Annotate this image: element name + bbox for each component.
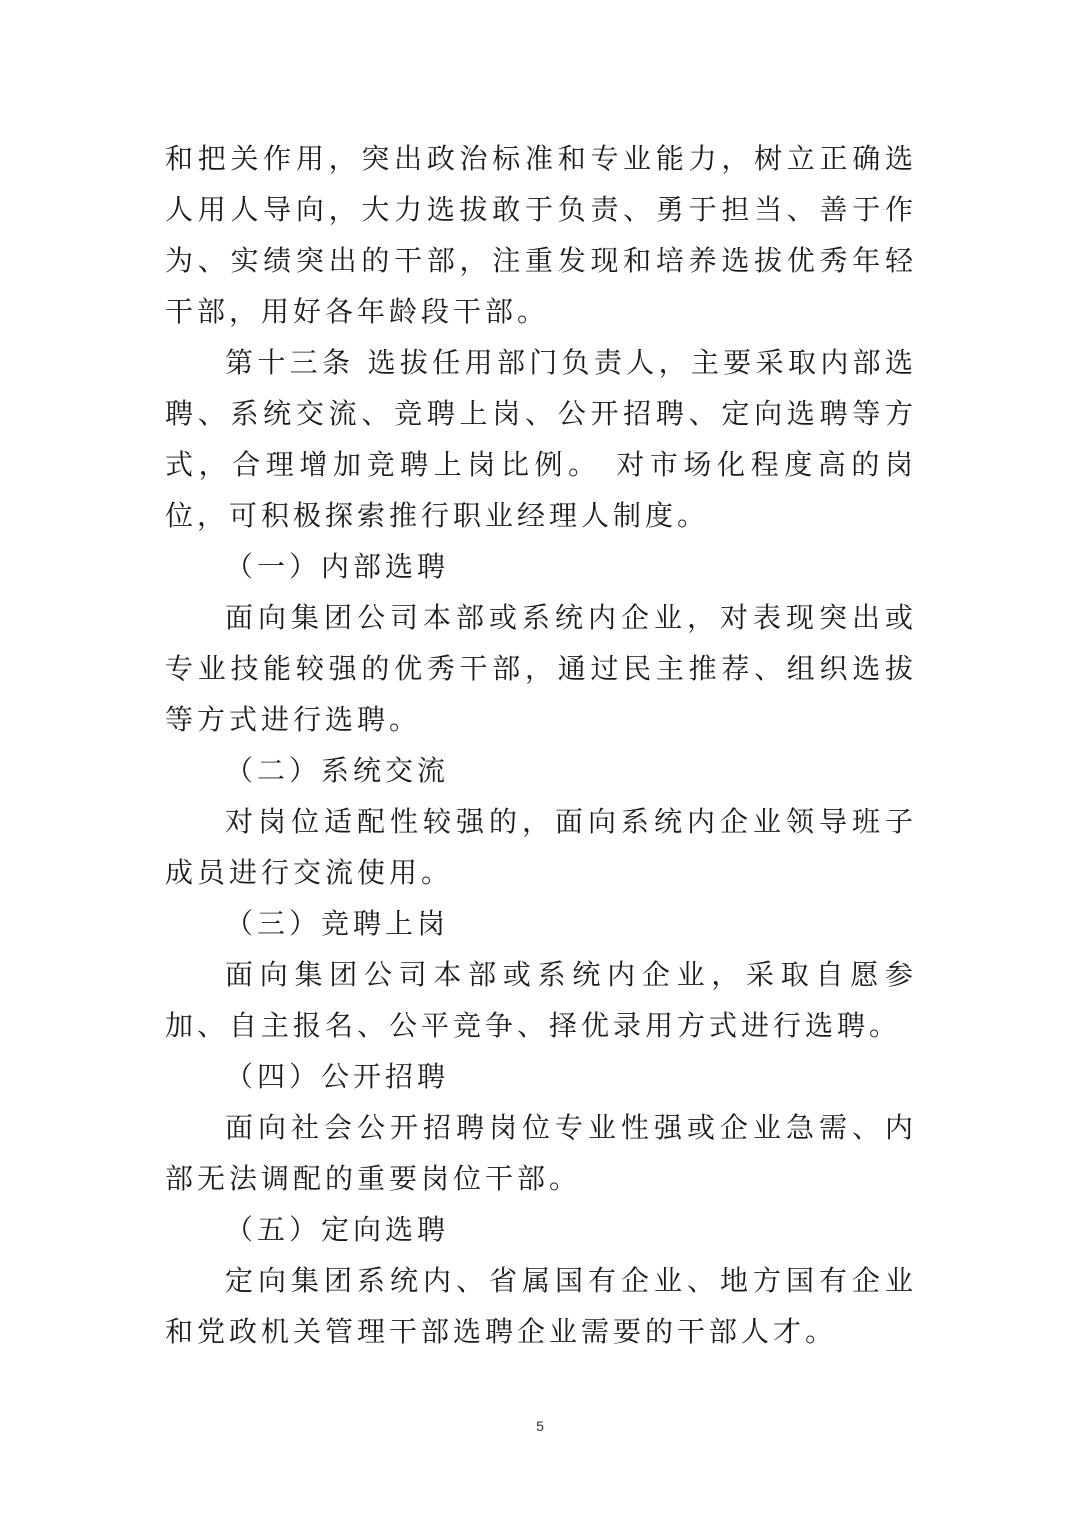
section-heading-competitive-appointment: （三）竞聘上岗: [225, 907, 450, 940]
competitive-appointment-paragraph: 面向集团公司本部或系统内企业，采取自愿参加、自主报名、公平竞争、择优录用方式进行选聘。: [165, 958, 917, 1042]
page-number: 5: [536, 1418, 544, 1434]
internal-selection-paragraph: 面向集团公司本部或系统内企业，对表现突出或专业技能较强的优秀干部，通过民主推荐、组织选拔等方式进行选聘。: [165, 601, 917, 736]
document-body: [165, 133, 917, 1357]
system-exchange-paragraph: 对岗位适配性较强的，面向系统内企业领导班子成员进行交流使用。: [165, 805, 917, 889]
section-heading-targeted-selection: （五）定向选聘: [225, 1213, 450, 1246]
paragraph-continuation: 和把关作用，突出政治标准和专业能力，树立正确选人用人导向，大力选拔敢于负责、勇于担当、善于作为、实绩突出的干部，注重发现和培养选拔优秀年轻干部，用好各年龄段干部。: [165, 142, 917, 328]
targeted-selection-paragraph: 定向集团系统内、省属国有企业、地方国有企业和党政机关管理干部选聘企业需要的干部人才。: [165, 1264, 917, 1348]
section-heading-public-recruitment: （四）公开招聘: [225, 1060, 450, 1093]
section-heading-internal-selection: （一）内部选聘: [225, 550, 450, 583]
public-recruitment-paragraph: 面向社会公开招聘岗位专业性强或企业急需、内部无法调配的重要岗位干部。: [165, 1111, 917, 1195]
article-13-paragraph: 第十三条 选拔任用部门负责人，主要采取内部选聘、系统交流、竞聘上岗、公开招聘、定向选聘等方式，合理增加竞聘上岗比例。 对市场化程度高的岗位，可积极探索推行职业经理人制度。: [165, 346, 917, 532]
section-heading-system-exchange: （二）系统交流: [225, 754, 450, 787]
